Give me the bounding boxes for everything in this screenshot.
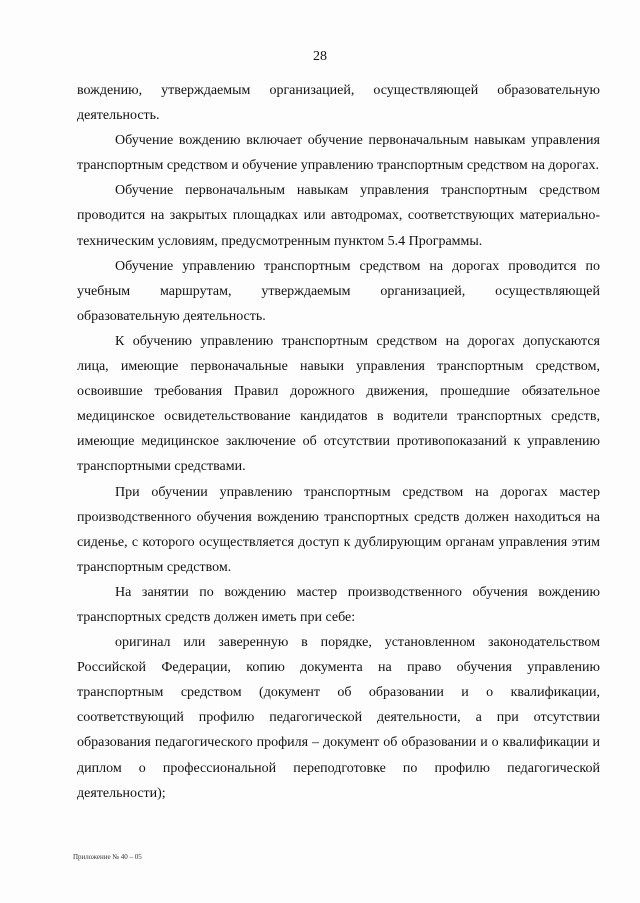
document-body [77, 78, 600, 806]
paragraph: Обучение первоначальным навыкам управления транспортным средством проводится на закрытых площадках или автодромах, соответствующих материально-техническим условиям, предусмотренным пунктом 5.4 Программы. [77, 183, 600, 249]
footer-note: Приложение № 40 – 05 [73, 853, 142, 861]
paragraph: При обучении управлению транспортным средством на дорогах мастер производственного обучения вождению транспортных средств должен находиться на сиденье, с которого осуществляется доступ к дублирующим органам управления этим транспортным средством. [77, 484, 600, 575]
paragraph: На занятии по вождению мастер производственного обучения вождению транспортных средств должен иметь при себе: [77, 584, 600, 625]
page-number: 28 [313, 49, 327, 64]
paragraph: вождению, утверждаемым организацией, осуществляющей образовательную деятельность. [77, 83, 600, 124]
paragraph: оригинал или заверенную в порядке, установленном законодательством Российской Федерации, копию документа на право обучения управлению транспортным средством (документ об образовании и о квалификации, соответствующий профилю педагогической деятельности, а при отсутствии образования педагогического профиля – документ об образовании и о квалификации и диплом о профессиональной переподготовке по профилю педагогической деятельности); [77, 635, 600, 801]
paragraph: К обучению управлению транспортным средством на дорогах допускаются лица, имеющие первоначальные навыки управления транспортным средством, освоившие требования Правил дорожного движения, прошедшие обязательное медицинское освидетельствование кандидатов в водители транспортных средств, имеющие медицинское заключение об отсутствии противопоказаний к управлению транспортными средствами. [77, 333, 600, 475]
paragraph: Обучение управлению транспортным средством на дорогах проводится по учебным маршрутам, утверждаемым организацией, осуществляющей образовательную деятельность. [77, 258, 600, 324]
paragraph: Обучение вождению включает обучение первоначальным навыкам управления транспортным средством и обучение управлению транспортным средством на дорогах. [77, 133, 600, 174]
